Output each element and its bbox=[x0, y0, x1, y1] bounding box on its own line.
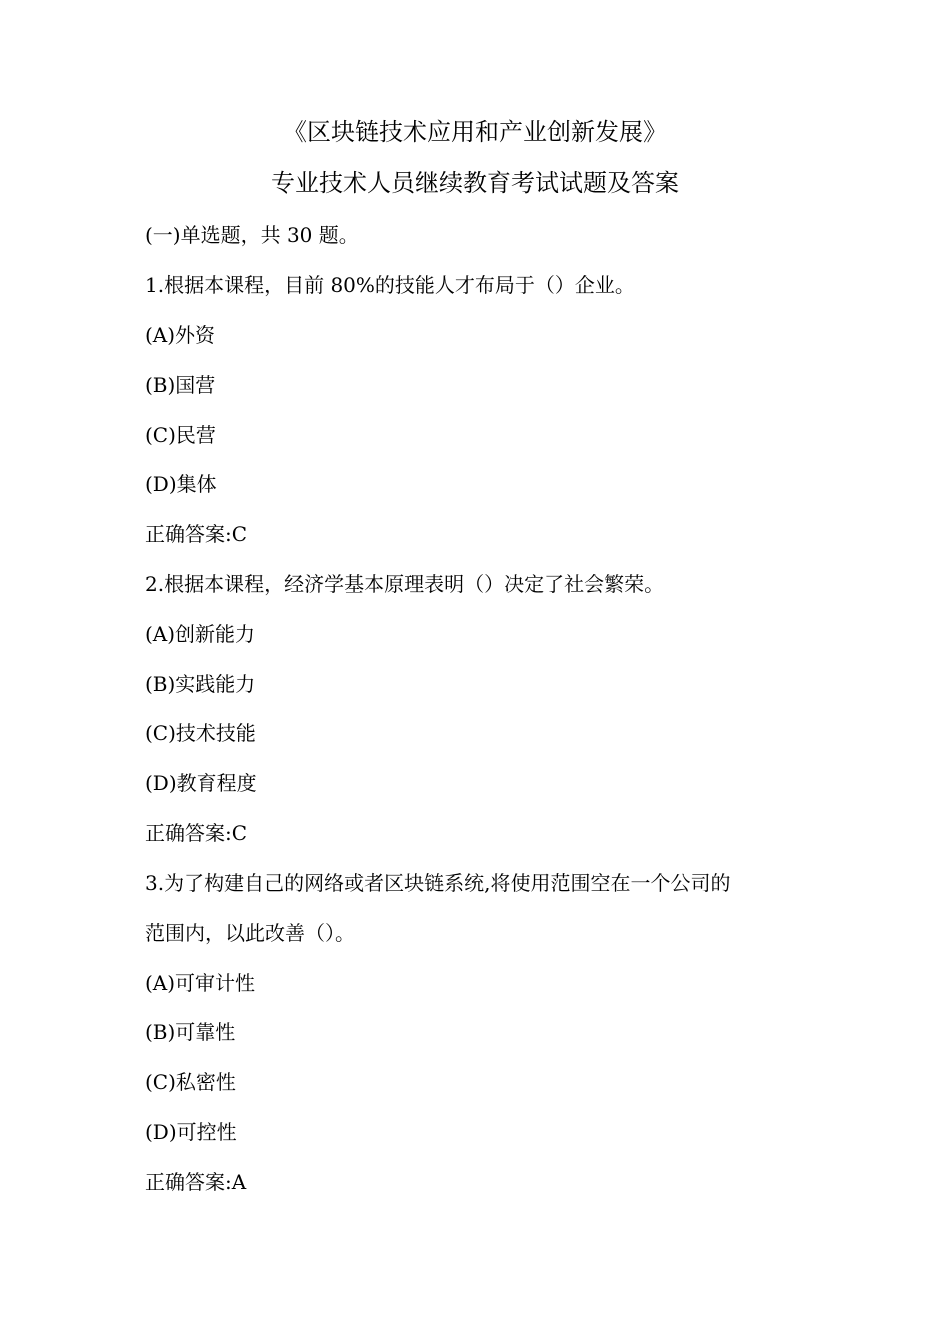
question-1-stem: 1.根据本课程，目前 80%的技能人才布局于（）企业。 bbox=[145, 273, 635, 297]
question-3-option-b: (B)可靠性 bbox=[145, 1020, 236, 1044]
question-2-option-c: (C)技术技能 bbox=[145, 721, 256, 745]
document-title-line2: 专业技术人员继续教育考试试题及答案 bbox=[271, 169, 679, 197]
document-title-line1: 《区块链技术应用和产业创新发展》 bbox=[283, 118, 667, 146]
question-2-answer: 正确答案:C bbox=[145, 821, 248, 845]
question-2-option-d: (D)教育程度 bbox=[145, 771, 257, 795]
question-1-option-a: (A)外资 bbox=[145, 323, 216, 347]
question-3-stem-line1: 3.为了构建自己的网络或者区块链系统,将使用范围空在一个公司的 bbox=[145, 871, 731, 895]
question-1-option-b: (B)国营 bbox=[145, 373, 216, 397]
question-3-option-a: (A)可审计性 bbox=[145, 971, 256, 995]
question-1-option-c: (C)民营 bbox=[145, 423, 216, 447]
question-2-option-b: (B)实践能力 bbox=[145, 672, 256, 696]
question-3-stem-line2: 范围内，以此改善（）。 bbox=[145, 921, 355, 945]
question-3-option-d: (D)可控性 bbox=[145, 1120, 237, 1144]
question-1-answer: 正确答案:C bbox=[145, 522, 248, 546]
question-2-option-a: (A)创新能力 bbox=[145, 622, 256, 646]
question-2-stem: 2.根据本课程，经济学基本原理表明（）决定了社会繁荣。 bbox=[145, 572, 665, 596]
question-3-option-c: (C)私密性 bbox=[145, 1070, 236, 1094]
question-1-option-d: (D)集体 bbox=[145, 472, 217, 496]
section-header: (一)单选题，共 30 题。 bbox=[145, 223, 359, 247]
question-3-answer: 正确答案:A bbox=[145, 1170, 247, 1194]
